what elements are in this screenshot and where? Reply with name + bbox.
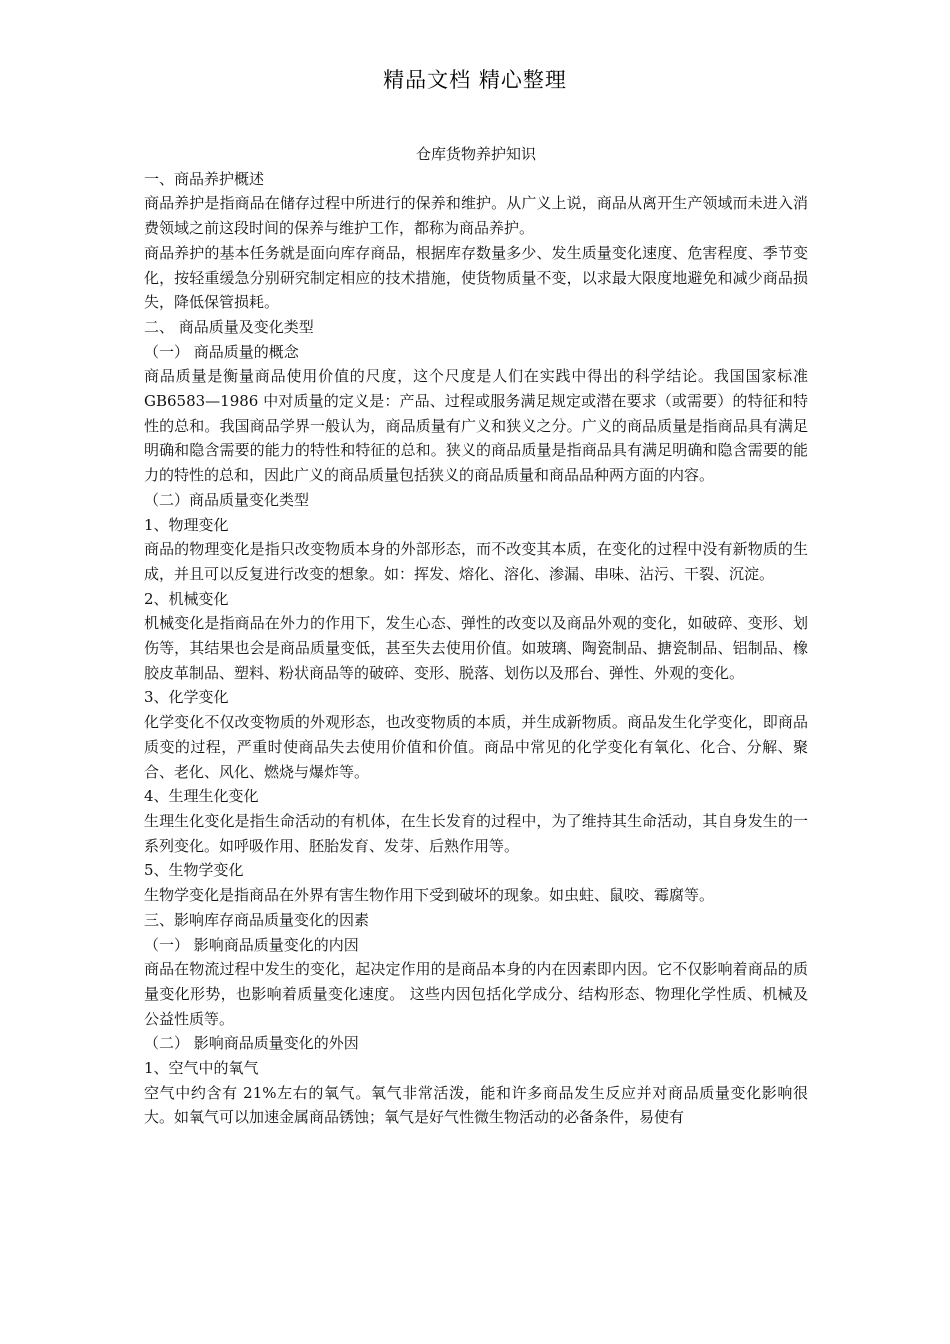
subsection-heading: （二） 影响商品质量变化的外因 [144, 1034, 359, 1053]
item-heading: 5、生物学变化 [144, 861, 244, 880]
paragraph: 商品的物理变化是指只改变物质本身的外部形态，而不改变其本质，在变化的过程中没有新物质的生成，并且可以反复进行改变的想象。如：挥发、熔化、溶化、渗漏、串味、沾污、干裂、沉淀。 [144, 540, 808, 583]
item-heading: 3、化学变化 [144, 688, 229, 707]
paragraph: 商品养护是指商品在储存过程中所进行的保养和维护。从广义上说，商品从离开生产领域而未进入消费领域之前这段时间的保养与维护工作，都称为商品养护。 [144, 194, 808, 238]
section-heading: 二、 商品质量及变化类型 [144, 317, 314, 336]
paragraph: 机械变化是指商品在外力的作用下，发生心态、弹性的改变以及商品外观的变化，如破碎、变形、划伤等，其结果也会是商品质量变低，甚至失去使用价值。如玻璃、陶瓷制品、搪瓷制品、铝制品、橡胶皮革制品、塑料、粉状商品等的破碎、变形、脱落、划伤以及邢台、弹性、外观的变化。 [144, 614, 808, 682]
item-heading: 2、机械变化 [144, 589, 229, 608]
paragraph: 商品养护的基本任务就是面向库存商品，根据库存数量多少、发生质量变化速度、危害程度、季节变化，按轻重缓急分别研究制定相应的技术措施，使货物质量不变，以求最大限度地避免和减少商品损失，降低保管损耗。 [144, 243, 808, 312]
paragraph: 商品质量是衡量商品使用价值的尺度，这个尺度是人们在实践中得出的科学结论。我国国家标准 GB6583—1986 中对质量的定义是：产品、过程或服务满足规定或潜在要求（或需要）的特征和特性的总和。我国商品学界一般认为，商品质量有广义和狭义之分。广义的商品质量是指商品具有满足明确和隐含需要的能力的特性和特征的总和。狭义的商品质量是指商品具有满足明确和隐含需要的能力的特性的总和，因此广义的商品质量包括狭义的商品质量和商品品种两方面的内容。 [144, 367, 808, 485]
item-heading: 1、空气中的氧气 [144, 1059, 259, 1078]
item-heading: 4、生理生化变化 [144, 787, 259, 806]
page-header-title: 精品文档 精心整理 [383, 68, 567, 92]
subsection-heading: （一） 商品质量的概念 [144, 342, 299, 361]
document-body [144, 142, 808, 1130]
paragraph: 生理生化变化是指生命活动的有机体，在生长发育的过程中，为了维持其生命活动，其自身发生的一系列变化。如呼吸作用、胚胎发育、发芽、后熟作用等。 [144, 811, 808, 855]
paragraph: 商品在物流过程中发生的变化，起决定作用的是商品本身的内在因素即内因。它不仅影响着商品的质量变化形势，也影响着质量变化速度。 这些内因包括化学成分、结构形态、物理化学性质、机械及公益性质等。 [144, 960, 808, 1028]
document-title: 仓库货物养护知识 [415, 145, 536, 163]
paragraph: 生物学变化是指商品在外界有害生物作用下受到破坏的现象。如虫蛀、鼠咬、霉腐等。 [144, 886, 715, 905]
subsection-heading: （二）商品质量变化类型 [144, 490, 310, 509]
section-heading: 三、影响库存商品质量变化的因素 [144, 910, 370, 929]
subsection-heading: （一） 影响商品质量变化的内因 [144, 935, 359, 954]
item-heading: 1、物理变化 [144, 515, 229, 534]
paragraph: 空气中约含有 21%左右的氧气。氧气非常活泼，能和许多商品发生反应并对商品质量变化影响很大。如氧气可以加速金属商品锈蚀；氧气是好气性微生物活动的必备条件，易使有 [144, 1083, 808, 1127]
section-heading: 一、商品养护概述 [144, 169, 265, 188]
paragraph: 化学变化不仅改变物质的外观形态，也改变物质的本质，并生成新物质。商品发生化学变化，即商品质变的过程，严重时使商品失去使用价值和价值。商品中常见的化学变化有氧化、化合、分解、聚合、老化、风化、燃烧与爆炸等。 [144, 713, 808, 781]
